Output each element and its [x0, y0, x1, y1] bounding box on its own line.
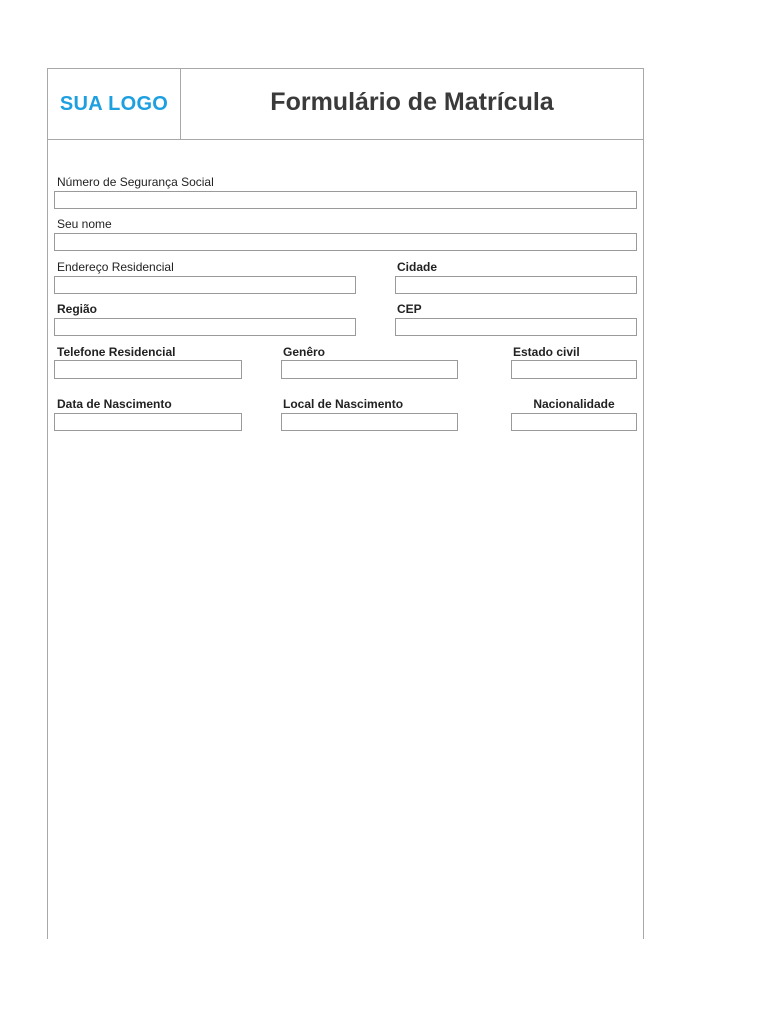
ssn-label: Número de Segurança Social: [57, 175, 214, 189]
form-header: [48, 69, 643, 140]
logo: SUA LOGO: [59, 92, 169, 115]
birth-date-field[interactable]: [54, 413, 242, 431]
name-field[interactable]: [54, 233, 637, 251]
page-title: Formulário de Matrícula: [270, 87, 554, 116]
birth-date-label: Data de Nascimento: [57, 397, 172, 411]
region-label: Região: [57, 302, 98, 316]
address-field[interactable]: [54, 276, 356, 294]
logo-cell: [48, 69, 181, 139]
ssn-field[interactable]: [54, 191, 637, 209]
region-field[interactable]: [54, 318, 356, 336]
address-label: Endereço Residencial: [57, 260, 174, 274]
nationality-label: Nacionalidade: [533, 397, 615, 411]
name-label: Seu nome: [57, 217, 112, 231]
phone-label: Telefone Residencial: [57, 345, 176, 359]
zip-field[interactable]: [395, 318, 637, 336]
gender-label: Genêro: [283, 345, 326, 359]
city-field[interactable]: [395, 276, 637, 294]
nationality-field[interactable]: [511, 413, 637, 431]
marital-field[interactable]: [511, 360, 637, 379]
birth-place-field[interactable]: [281, 413, 458, 431]
marital-label: Estado civil: [513, 345, 580, 359]
city-label: Cidade: [397, 260, 438, 274]
zip-label: CEP: [397, 302, 422, 316]
phone-field[interactable]: [54, 360, 242, 379]
birth-place-label: Local de Nascimento: [283, 397, 404, 411]
gender-field[interactable]: [281, 360, 458, 379]
